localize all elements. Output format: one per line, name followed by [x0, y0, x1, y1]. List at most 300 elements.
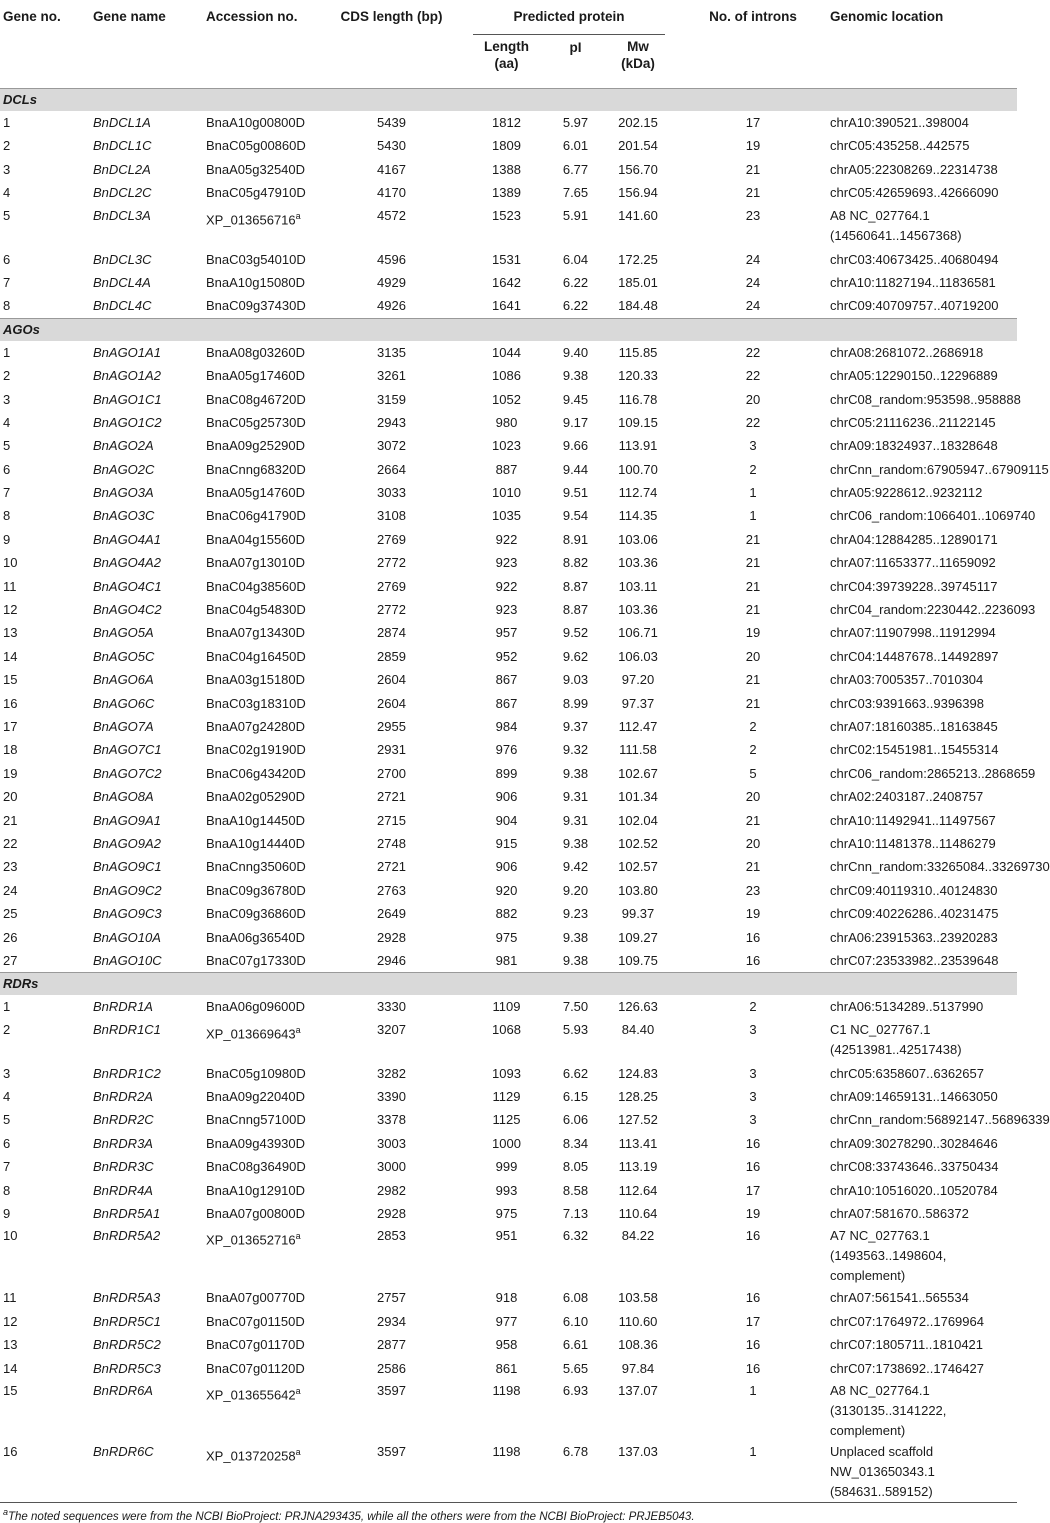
cell-length: 957 [495, 625, 518, 641]
table-row [0, 134, 1017, 157]
cell-location: chrA09:30278290..30284646 [830, 1135, 998, 1151]
cell-mw: 126.63 [618, 999, 658, 1015]
cell-gene-name: BnAGO1A1 [93, 344, 161, 360]
cell-introns: 21 [745, 161, 761, 177]
accession-text: BnaA09g22040D [206, 1089, 306, 1105]
cell-accession [203, 205, 323, 248]
cell-mw: 112.74 [618, 485, 658, 501]
cell-length: 1129 [492, 1089, 521, 1105]
cell-gene-no: 7 [3, 485, 11, 501]
cell-introns: 21 [745, 531, 761, 547]
accession-text: BnaA08g03260D [206, 344, 306, 360]
cell-gene-name: BnRDR6C [93, 1443, 154, 1459]
cell-gene-no: 7 [3, 1159, 11, 1175]
cell-cds-length: 2769 [377, 531, 406, 547]
cell-mw: 102.04 [618, 812, 658, 828]
cell-pi: 9.66 [562, 438, 589, 454]
cell-mw: 185.01 [618, 274, 658, 290]
cell-cds-length: 3159 [377, 391, 406, 407]
table-row [0, 1155, 1017, 1178]
accession-text: BnaA07g00800D [206, 1206, 306, 1222]
footnote-ref: a [295, 1385, 301, 1396]
section-title: AGOs [0, 318, 1017, 341]
cell-accession [203, 434, 323, 457]
accession-text: BnaC07g01170D [206, 1337, 305, 1353]
cell-cds-length: 4170 [377, 185, 406, 201]
cell-length: 1198 [492, 1382, 521, 1398]
cell-mw: 103.36 [618, 602, 658, 618]
cell-accession [203, 1179, 323, 1202]
cell-pi: 9.42 [562, 859, 589, 875]
cell-length: 922 [495, 531, 518, 547]
cell-location: chrA04:12884285..12890171 [830, 531, 998, 547]
cell-length: 1000 [492, 1135, 521, 1151]
cell-mw: 110.60 [618, 1313, 658, 1329]
cell-gene-no: 24 [3, 882, 18, 898]
footnote-ref: a [295, 1446, 301, 1457]
cell-introns: 16 [745, 1159, 761, 1175]
cell-gene-name: BnRDR3A [93, 1135, 153, 1151]
cell-introns: 16 [745, 929, 761, 945]
cell-accession [203, 458, 323, 481]
table-row [0, 621, 1017, 644]
cell-location: chrC09:40226286..40231475 [830, 906, 999, 922]
cell-gene-name: BnRDR5A1 [93, 1206, 161, 1222]
footnote-ref: a [295, 210, 301, 221]
cell-cds-length: 2721 [377, 859, 406, 875]
cell-pi: 6.22 [562, 274, 589, 290]
cell-gene-no: 6 [3, 461, 11, 477]
cell-location: C1 NC_027767.1 (42513981..42517438) [830, 1021, 962, 1057]
cell-accession [203, 411, 323, 434]
cell-gene-name: BnAGO6A [93, 672, 154, 688]
cell-introns: 16 [745, 1290, 761, 1306]
cell-cds-length: 2943 [377, 414, 406, 430]
cell-mw: 101.34 [618, 789, 658, 805]
cell-gene-no: 6 [3, 1135, 11, 1151]
cell-location: chrA10:390521..398004 [830, 115, 969, 130]
cell-location: chrA10:11827194..11836581 [830, 274, 996, 290]
table-row [0, 181, 1017, 204]
cell-gene-no: 10 [3, 1228, 18, 1244]
cell-accession [203, 785, 323, 808]
cell-introns: 20 [745, 835, 761, 851]
cell-pi: 6.06 [562, 1112, 589, 1128]
cell-pi: 9.20 [562, 882, 589, 898]
cell-gene-name: BnAGO9C3 [93, 906, 162, 922]
cell-gene-no: 26 [3, 929, 18, 945]
cell-mw: 110.64 [618, 1206, 658, 1222]
cell-location: chrA06:23915363..23920283 [830, 929, 998, 945]
cell-cds-length: 2664 [377, 461, 406, 477]
accession-text: BnaA06g09600D [206, 999, 306, 1015]
cell-gene-no: 14 [3, 1360, 18, 1376]
cell-introns: 21 [745, 672, 761, 688]
table-row [0, 1179, 1017, 1202]
cell-mw: 124.83 [618, 1065, 658, 1081]
accession-text: BnaC09g36780D [206, 882, 306, 898]
cell-pi: 8.87 [562, 578, 589, 594]
cell-length: 958 [495, 1337, 518, 1353]
cell-accession [203, 855, 323, 878]
cell-location: chrC04:14487678..14492897 [830, 648, 999, 664]
cell-mw: 97.37 [621, 695, 655, 711]
table-row [0, 481, 1017, 504]
accession-text: BnaC07g01120D [206, 1360, 305, 1376]
cell-accession [203, 692, 323, 715]
cell-gene-name: BnDCL2A [93, 161, 151, 177]
cell-gene-no: 2 [3, 368, 11, 384]
cell-location: chrA09:18324937..18328648 [830, 438, 998, 454]
cell-pi: 9.37 [562, 718, 589, 734]
cell-introns: 3 [749, 1089, 757, 1105]
cell-gene-name: BnDCL2C [93, 185, 152, 201]
cell-pi: 9.17 [562, 414, 589, 430]
cell-mw: 109.75 [618, 952, 658, 968]
cell-gene-no: 19 [3, 765, 18, 781]
cell-mw: 97.84 [621, 1360, 655, 1376]
accession-text: BnaC04g54830D [206, 602, 306, 618]
cell-gene-name: BnAGO7C2 [93, 765, 162, 781]
cell-location: chrCnn_random:56892147..56896339 [830, 1112, 1050, 1128]
cell-location: chrA07:11653377..11659092 [830, 555, 996, 571]
cell-location: A8 NC_027764.1 (3130135..3141222, complement) [830, 1382, 947, 1438]
accession-text: BnaA05g32540D [206, 161, 306, 177]
header-mw: Mw (kDa) [621, 39, 655, 71]
cell-cds-length: 2586 [377, 1360, 406, 1376]
accession-text: BnaCnng68320D [206, 461, 306, 477]
cell-location: chrA07:18160385..18163845 [830, 718, 998, 734]
cell-cds-length: 2772 [377, 555, 406, 571]
cell-accession [203, 181, 323, 204]
accession-text: BnaA05g17460D [206, 368, 306, 384]
cell-pi: 7.13 [562, 1206, 589, 1222]
cell-accession [203, 1132, 323, 1155]
cell-gene-no: 12 [3, 1313, 18, 1329]
table-row [0, 1441, 1017, 1502]
accession-text: BnaA09g25290D [206, 438, 306, 454]
cell-gene-no: 2 [3, 138, 11, 154]
cell-gene-no: 7 [3, 274, 11, 290]
cell-mw: 84.22 [621, 1228, 655, 1244]
cell-gene-name: BnRDR5A3 [93, 1290, 161, 1306]
table-row [0, 1062, 1017, 1085]
cell-introns: 22 [745, 414, 761, 430]
cell-accession [203, 762, 323, 785]
cell-accession [203, 364, 323, 387]
accession-text: BnaC07g17330D [206, 952, 306, 968]
table-row [0, 434, 1017, 457]
cell-gene-no: 18 [3, 742, 18, 758]
cell-gene-name: BnAGO5C [93, 648, 155, 664]
section-header [0, 973, 1017, 996]
cell-gene-no: 22 [3, 835, 18, 851]
cell-length: 1388 [492, 161, 521, 177]
cell-accession [203, 1202, 323, 1225]
cell-mw: 114.35 [618, 508, 658, 524]
cell-gene-no: 5 [3, 207, 11, 223]
cell-mw: 202.15 [618, 115, 658, 130]
cell-pi: 8.34 [562, 1135, 589, 1151]
cell-mw: 102.57 [618, 859, 658, 875]
table-row [0, 575, 1017, 598]
cell-length: 1641 [492, 298, 521, 314]
cell-pi: 9.38 [562, 929, 589, 945]
cell-location: A8 NC_027764.1 (14560641..14567368) [830, 207, 962, 243]
cell-gene-no: 20 [3, 789, 18, 805]
cell-gene-name: BnDCL4C [93, 298, 152, 314]
cell-pi: 7.50 [562, 999, 589, 1015]
cell-cds-length: 3597 [377, 1443, 406, 1459]
cell-location: chrC06_random:2865213..2868659 [830, 765, 1036, 781]
cell-mw: 109.15 [618, 414, 658, 430]
cell-mw: 137.03 [618, 1443, 658, 1459]
cell-gene-name: BnRDR1A [93, 999, 153, 1015]
cell-mw: 184.48 [618, 298, 658, 314]
cell-gene-no: 9 [3, 531, 11, 547]
accession-text: BnaC06g43420D [206, 765, 306, 781]
cell-gene-no: 3 [3, 391, 11, 407]
cell-accession [203, 341, 323, 364]
cell-length: 981 [495, 952, 518, 968]
cell-length: 1044 [492, 344, 521, 360]
cell-introns: 2 [749, 718, 757, 734]
cell-length: 1125 [492, 1112, 521, 1128]
header-cds-length: CDS length (bp) [340, 9, 443, 24]
cell-introns: 16 [745, 952, 761, 968]
cell-gene-no: 6 [3, 251, 11, 267]
footnote-ref: a [295, 1024, 301, 1035]
cell-mw: 116.78 [618, 391, 658, 407]
cell-gene-no: 16 [3, 695, 18, 711]
cell-cds-length: 2934 [377, 1313, 406, 1329]
cell-mw: 128.25 [618, 1089, 658, 1105]
cell-gene-name: BnAGO7C1 [93, 742, 162, 758]
cell-mw: 201.54 [618, 138, 658, 154]
cell-introns: 21 [745, 812, 761, 828]
accession-text: BnaA10g15080D [206, 274, 306, 290]
cell-length: 1642 [492, 274, 521, 290]
cell-pi: 6.78 [562, 1443, 589, 1459]
cell-introns: 5 [749, 765, 757, 781]
cell-gene-name: BnRDR4A [93, 1182, 153, 1198]
cell-accession [203, 248, 323, 271]
cell-pi: 7.65 [562, 185, 589, 201]
cell-location: chrC04:39739228..39745117 [830, 578, 998, 594]
cell-cds-length: 3282 [377, 1065, 406, 1081]
cell-mw: 156.94 [618, 185, 658, 201]
cell-pi: 8.82 [562, 555, 589, 571]
cell-gene-no: 23 [3, 859, 18, 875]
cell-gene-no: 16 [3, 1443, 18, 1459]
cell-pi: 8.91 [562, 531, 589, 547]
cell-mw: 103.36 [618, 555, 658, 571]
cell-cds-length: 3135 [377, 344, 406, 360]
cell-introns: 17 [745, 1182, 761, 1198]
cell-accession [203, 645, 323, 668]
cell-location: chrC07:1764972..1769964 [830, 1313, 984, 1329]
cell-gene-no: 11 [3, 578, 17, 594]
cell-pi: 5.97 [562, 115, 589, 130]
cell-cds-length: 5430 [377, 138, 406, 154]
cell-introns: 19 [745, 1206, 761, 1222]
cell-location: chrC02:15451981..15455314 [830, 742, 999, 758]
cell-cds-length: 2928 [377, 1206, 406, 1222]
cell-pi: 6.08 [562, 1290, 589, 1306]
cell-accession [203, 294, 323, 318]
accession-text: BnaA05g14760D [206, 485, 306, 501]
cell-cds-length: 2853 [377, 1228, 406, 1244]
cell-accession [203, 1357, 323, 1380]
accession-text: BnaA10g12910D [206, 1182, 306, 1198]
cell-length: 887 [495, 461, 518, 477]
accession-text: BnaCnng57100D [206, 1112, 306, 1128]
cell-length: 906 [495, 859, 518, 875]
cell-pi: 5.93 [562, 1021, 589, 1037]
cell-cds-length: 2946 [377, 952, 406, 968]
header-accession: Accession no. [206, 9, 298, 24]
cell-location: chrA07:11907998..11912994 [830, 625, 996, 641]
cell-length: 904 [495, 812, 518, 828]
cell-gene-no: 17 [3, 718, 18, 734]
cell-mw: 97.20 [621, 672, 655, 688]
cell-mw: 113.41 [618, 1135, 658, 1151]
cell-introns: 21 [745, 602, 761, 618]
cell-cds-length: 2931 [377, 742, 406, 758]
cell-mw: 111.58 [619, 742, 657, 758]
table-row [0, 902, 1017, 925]
cell-mw: 127.52 [618, 1112, 658, 1128]
cell-introns: 2 [749, 999, 757, 1015]
cell-length: 951 [495, 1228, 518, 1244]
cell-location: chrA06:5134289..5137990 [830, 999, 984, 1015]
cell-cds-length: 3597 [377, 1382, 406, 1398]
table-row [0, 1286, 1017, 1309]
accession-text: BnaA09g43930D [206, 1135, 306, 1151]
cell-accession [203, 1441, 323, 1502]
table-row [0, 294, 1017, 318]
accession-text: BnaC05g10980D [206, 1065, 306, 1081]
cell-cds-length: 3390 [377, 1089, 406, 1105]
cell-gene-name: BnRDR3C [93, 1159, 154, 1175]
cell-introns: 16 [745, 1337, 761, 1353]
accession-text: BnaC04g38560D [206, 578, 306, 594]
cell-location: chrA05:22308269..22314738 [830, 161, 998, 177]
header-pi: pI [569, 40, 582, 55]
footnote-mark: a [3, 1506, 9, 1517]
cell-pi: 8.87 [562, 602, 589, 618]
accession-text: BnaC07g01150D [206, 1313, 305, 1329]
cell-cds-length: 2763 [377, 882, 406, 898]
cell-mw: 113.19 [618, 1159, 658, 1175]
cell-accession [203, 1286, 323, 1309]
cell-location: chrC08_random:953598..958888 [830, 391, 1021, 407]
cell-cds-length: 3378 [377, 1112, 406, 1128]
accession-text: XP_013720258 [206, 1448, 296, 1464]
cell-introns: 16 [745, 1228, 761, 1244]
cell-pi: 6.01 [562, 138, 589, 154]
table-row [0, 1357, 1017, 1380]
cell-cds-length: 3108 [377, 508, 406, 524]
accession-text: BnaA06g36540D [206, 929, 306, 945]
section-title: DCLs [0, 89, 1017, 112]
cell-location: chrC09:40709757..40719200 [830, 298, 999, 314]
cell-length: 882 [495, 906, 518, 922]
cell-cds-length: 2769 [377, 578, 406, 594]
cell-length: 1052 [492, 391, 521, 407]
cell-gene-no: 10 [3, 555, 18, 571]
cell-mw: 115.85 [618, 344, 658, 360]
table-row [0, 1202, 1017, 1225]
cell-mw: 106.03 [618, 648, 658, 664]
cell-pi: 8.05 [562, 1159, 589, 1175]
cell-length: 1023 [492, 438, 521, 454]
header-location: Genomic location [830, 9, 944, 24]
cell-mw: 103.06 [618, 531, 658, 547]
cell-cds-length: 3072 [377, 438, 406, 454]
cell-accession [203, 738, 323, 761]
cell-mw: 108.36 [618, 1337, 658, 1353]
cell-mw: 112.47 [618, 718, 658, 734]
cell-mw: 120.33 [618, 368, 658, 384]
cell-length: 1812 [492, 115, 521, 130]
cell-gene-no: 1 [3, 344, 11, 360]
cell-cds-length: 2700 [377, 765, 406, 781]
table-row [0, 1333, 1017, 1356]
cell-cds-length: 5439 [377, 115, 406, 130]
table-row [0, 341, 1017, 364]
table-row [0, 271, 1017, 294]
table-row [0, 158, 1017, 181]
table-row [0, 551, 1017, 574]
cell-gene-name: BnDCL3C [93, 251, 152, 267]
table-row [0, 995, 1017, 1018]
cell-pi: 9.38 [562, 368, 589, 384]
cell-location: chrA02:2403187..2408757 [830, 789, 984, 805]
cell-location: chrA09:14659131..14663050 [830, 1089, 998, 1105]
accession-text: BnaA10g00800D [206, 115, 306, 130]
table-row [0, 879, 1017, 902]
table-row [0, 785, 1017, 808]
cell-gene-no: 27 [3, 952, 18, 968]
accession-text: BnaA04g15560D [206, 531, 306, 547]
cell-location: chrC05:42659693..42666090 [830, 185, 999, 201]
cell-gene-no: 5 [3, 438, 11, 454]
cell-accession [203, 621, 323, 644]
cell-gene-name: BnAGO2C [93, 461, 155, 477]
cell-gene-name: BnAGO7A [93, 718, 154, 734]
cell-length: 1531 [492, 251, 521, 267]
cell-location: chrA08:2681072..2686918 [830, 344, 984, 360]
accession-text: BnaC04g16450D [206, 648, 306, 664]
cell-length: 1010 [492, 485, 521, 501]
table-row [0, 388, 1017, 411]
cell-mw: 100.70 [618, 461, 658, 477]
cell-pi: 6.10 [562, 1313, 589, 1329]
table-row [0, 205, 1017, 248]
cell-accession [203, 1333, 323, 1356]
table-row [0, 645, 1017, 668]
cell-introns: 23 [745, 207, 761, 223]
accession-text: BnaC09g37430D [206, 298, 306, 314]
cell-gene-name: BnAGO4C1 [93, 578, 162, 594]
cell-accession [203, 715, 323, 738]
header-introns: No. of introns [709, 9, 797, 24]
cell-length: 899 [495, 765, 518, 781]
cell-mw: 112.64 [618, 1182, 658, 1198]
cell-gene-no: 4 [3, 185, 11, 201]
cell-pi: 9.23 [562, 906, 589, 922]
